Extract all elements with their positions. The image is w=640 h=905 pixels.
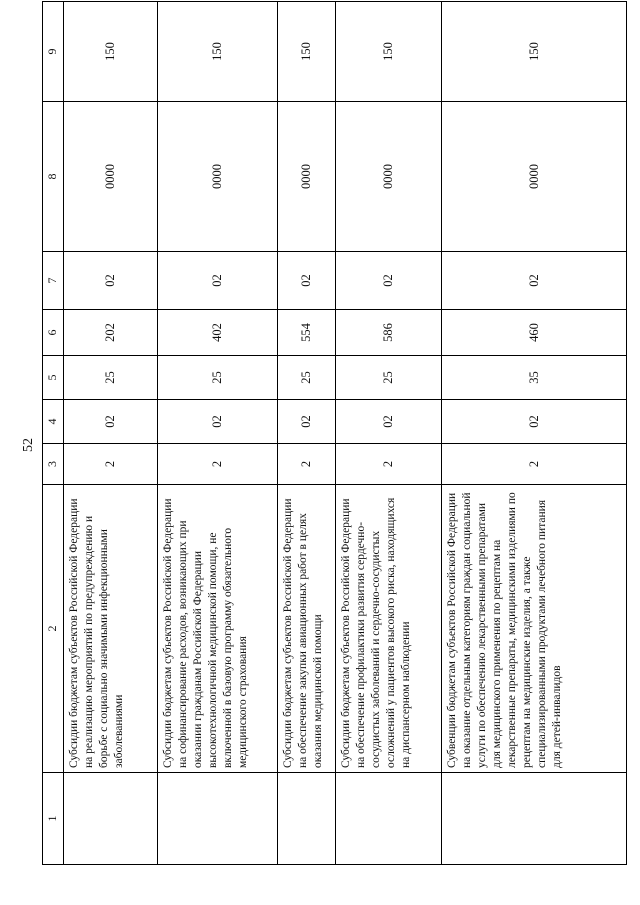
column-header-9: 9 [43,2,64,102]
cell-col6: 554 [278,310,336,356]
cell-col8: 0000 [278,102,336,252]
cell-col6: 586 [336,310,442,356]
page-number: 52 [21,438,36,452]
cell-col5: 25 [64,356,158,400]
row-description: Субсидии бюджетам субъектов Российской Федерации на обеспечение закупки авиационных работ в целях оказания медицинской помощи [278,485,336,773]
cell-col5: 25 [336,356,442,400]
cell-col3: 2 [442,444,627,485]
cell-col9: 150 [278,2,336,102]
cell-col9: 150 [442,2,627,102]
cell-col8: 0000 [442,102,627,252]
cell-col5: 25 [278,356,336,400]
cell-col1 [64,773,158,865]
cell-col6: 460 [442,310,627,356]
cell-col8: 0000 [64,102,158,252]
cell-col3: 2 [64,444,158,485]
cell-col7: 02 [442,252,627,310]
column-header-6: 6 [43,310,64,356]
cell-col3: 2 [278,444,336,485]
cell-col7: 02 [336,252,442,310]
cell-col9: 150 [64,2,158,102]
cell-col6: 402 [158,310,278,356]
table-row [64,2,158,865]
cell-col5: 25 [158,356,278,400]
cell-col7: 02 [64,252,158,310]
cell-col5: 35 [442,356,627,400]
cell-col9: 150 [158,2,278,102]
cell-col1 [442,773,627,865]
table-row [278,2,336,865]
cell-col1 [336,773,442,865]
cell-col4: 02 [442,400,627,444]
cell-col8: 0000 [158,102,278,252]
cell-col4: 02 [278,400,336,444]
cell-col1 [158,773,278,865]
row-description: Субсидии бюджетам субъектов Российской Федерации на софинансирование расходов, возникающих при оказании гражданам Российской Федерации высокотехнологичной медицинской помощи, не включенной в базовую программу обязательного медицинского страхования [158,485,278,773]
cell-col4: 02 [64,400,158,444]
column-header-4: 4 [43,400,64,444]
column-header-3: 3 [43,444,64,485]
table-header-row [43,2,64,865]
cell-col3: 2 [158,444,278,485]
row-description: Субсидии бюджетам субъектов Российской Федерации на реализацию мероприятий по предупреждению и борьбе с социально значимыми инфекционными заболеваниями [64,485,158,773]
row-description: Субсидии бюджетам субъектов Российской Федерации на обеспечение профилактики развития сердечно-сосудистых заболеваний и сердечно-сосудистых осложнений у пациентов высокого риска, находящихся на диспансерном наблюдении [336,485,442,773]
cell-col7: 02 [278,252,336,310]
cell-col4: 02 [158,400,278,444]
column-header-2: 2 [43,485,64,773]
table-row [158,2,278,865]
cell-col4: 02 [336,400,442,444]
column-header-7: 7 [43,252,64,310]
cell-col3: 2 [336,444,442,485]
column-header-5: 5 [43,356,64,400]
cell-col7: 02 [158,252,278,310]
rotated-table-container [42,2,627,865]
table-row [336,2,442,865]
row-description: Субвенции бюджетам субъектов Российской Федерации на оказание отдельным категориям граждан социальной услуги по обеспечению лекарственными препаратами для медицинского применения по рецептам на лекарственные препараты, медицинскими изделиями по рецептам на медицинские изделия, а также специализированными продуктами лечебного питания для детей-инвалидов [442,485,627,773]
budget-classification-table [42,1,627,865]
table-row [442,2,627,865]
cell-col6: 202 [64,310,158,356]
column-header-8: 8 [43,102,64,252]
cell-col9: 150 [336,2,442,102]
column-header-1: 1 [43,773,64,865]
cell-col1 [278,773,336,865]
cell-col8: 0000 [336,102,442,252]
